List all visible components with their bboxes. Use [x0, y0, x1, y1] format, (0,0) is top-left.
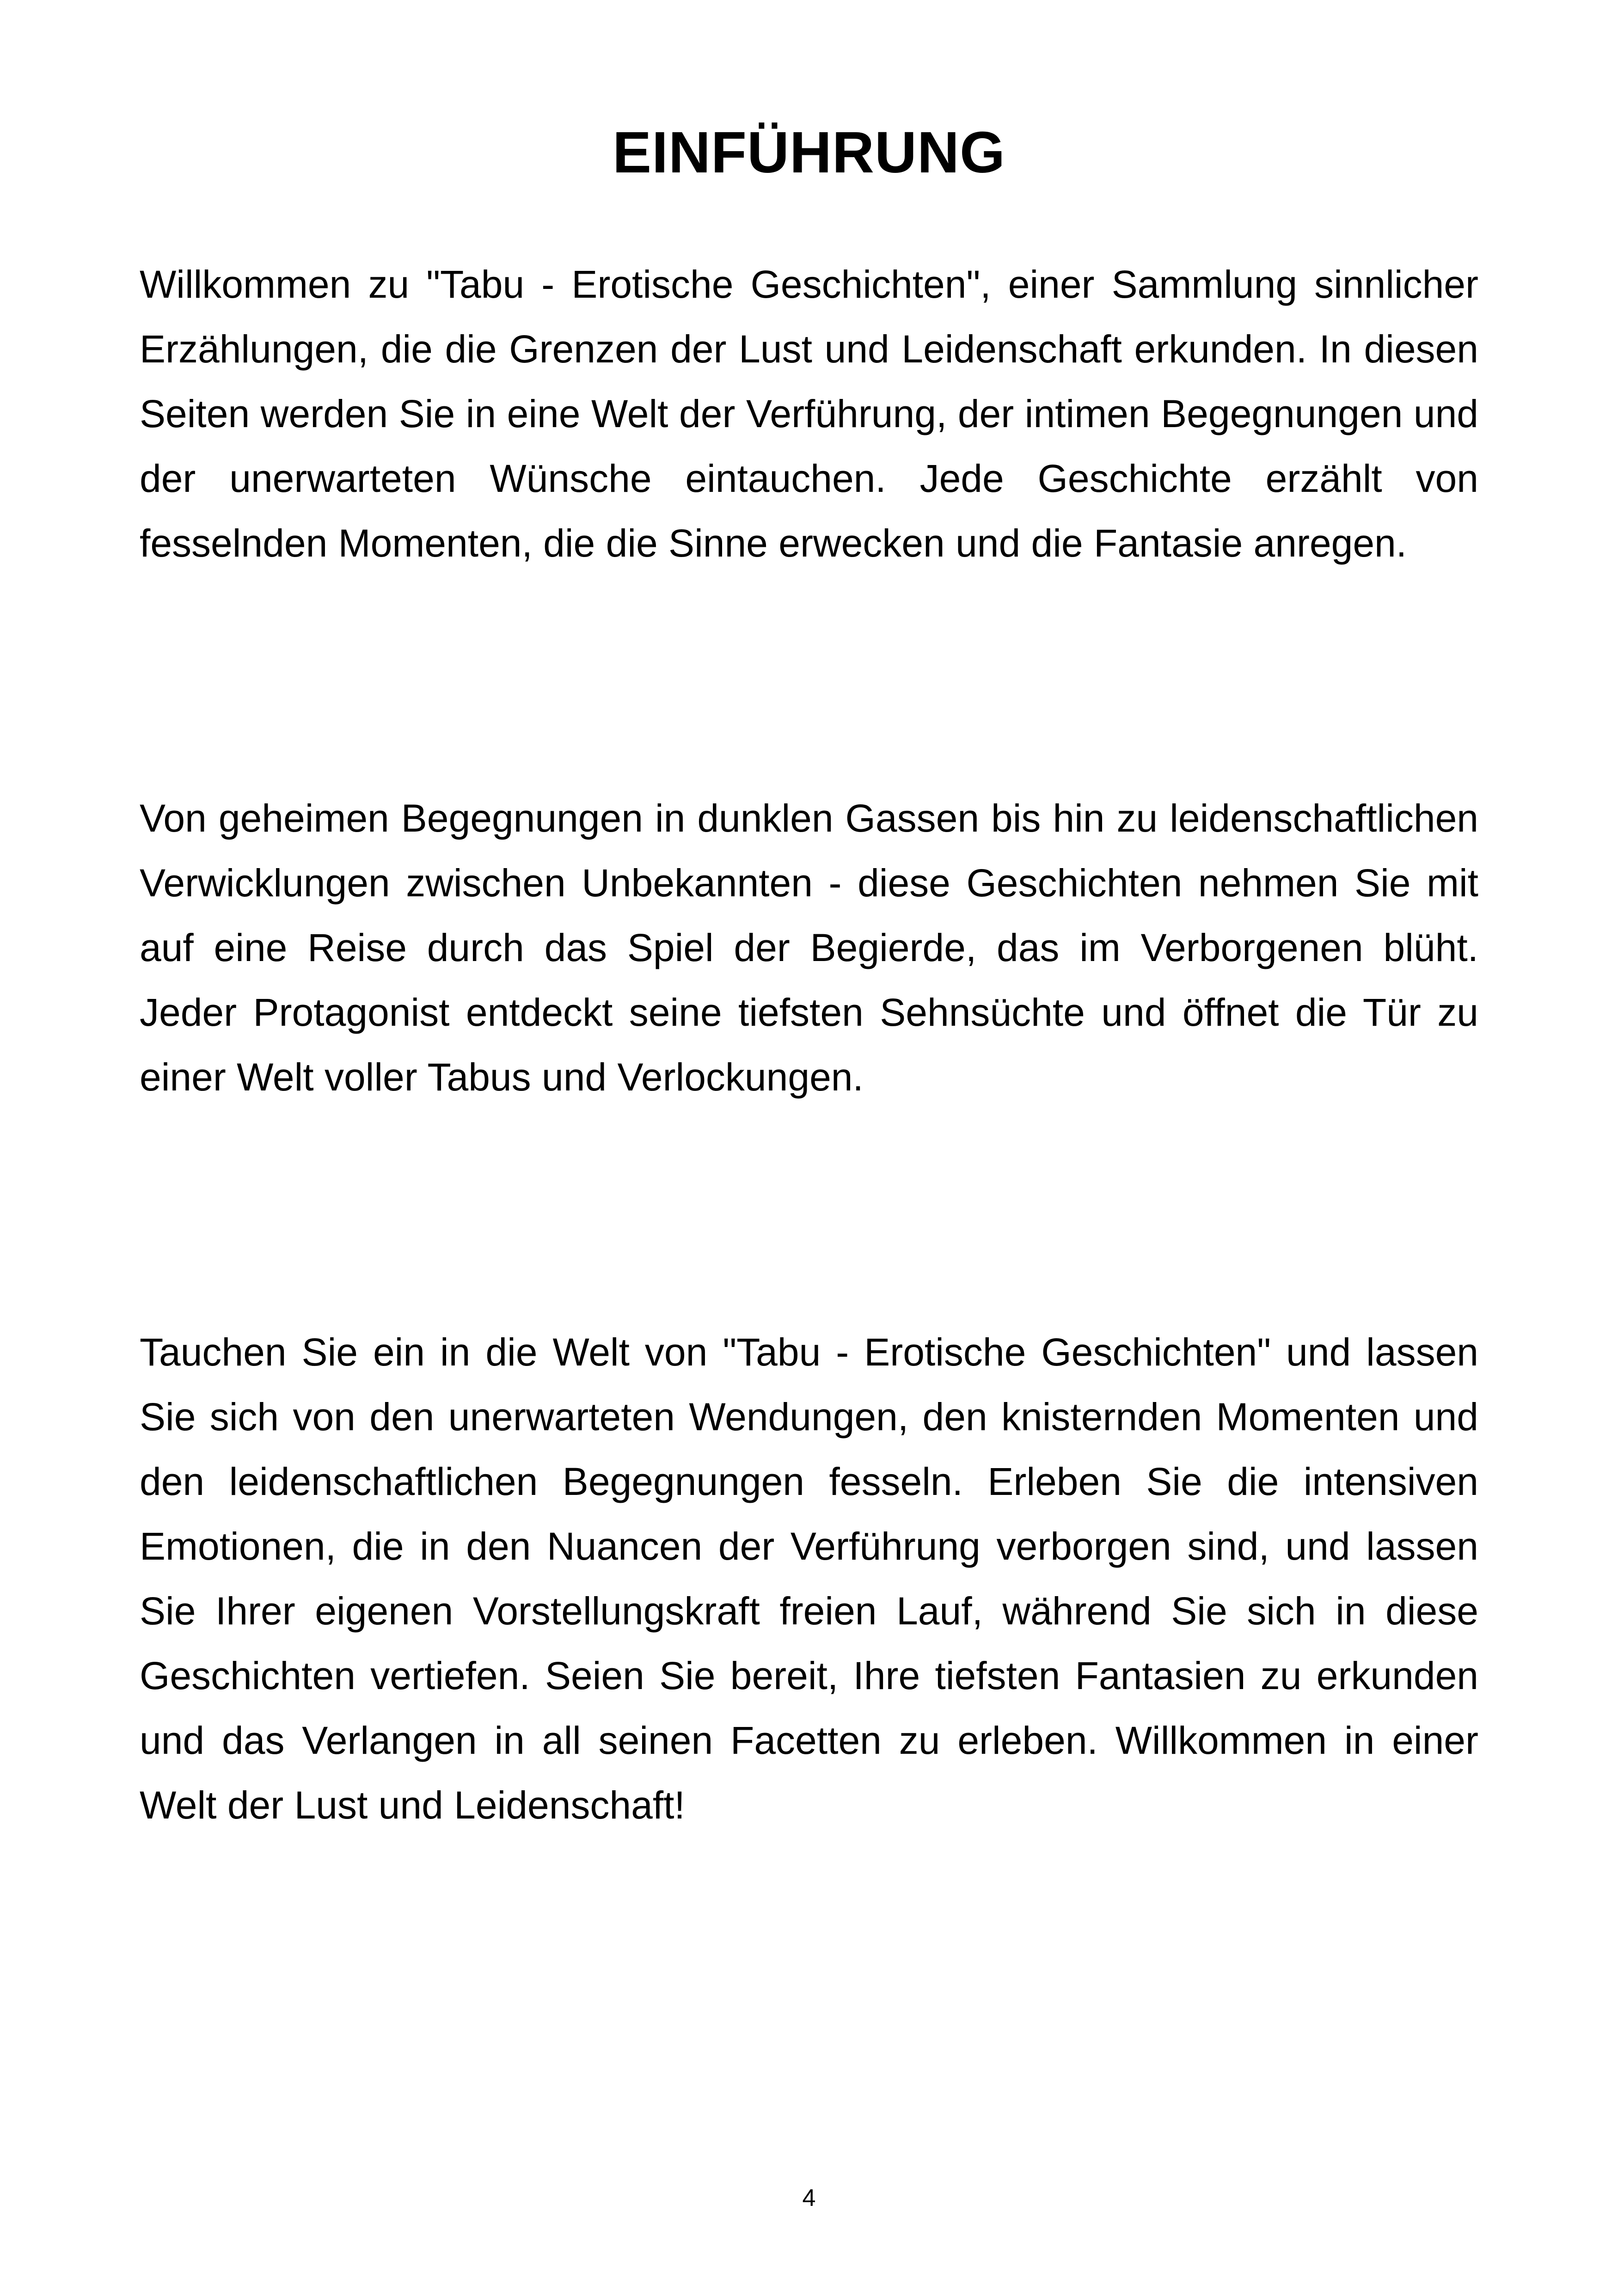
paragraph-intro: Willkommen zu "Tabu - Erotische Geschichten", einer Sammlung sinnlicher Erzählungen, die die Grenzen der Lust und Leidenschaft erkunden. In diesen Seiten werden Sie in eine Welt der Verführung, der intimen Begegnungen und der unerwarteten Wünsche eintauchen. Jede Geschichte erzählt von fesselnden Momenten, die die Sinne erwecken und die Fantasie anregen.: [140, 263, 1478, 565]
paragraph-invitation: Tauchen Sie ein in die Welt von "Tabu - Erotische Geschichten" und lassen Sie sich von den unerwarteten Wendungen, den knisternden Momenten und den leidenschaftlichen Begegnungen fesseln. Erleben Sie die intensiven Emotionen, die in den Nuancen der Verführung verborgen sind, und lassen Sie Ihrer eigenen Vorstellungskraft freien Lauf, während Sie sich in diese Geschichten vertiefen. Seien Sie bereit, Ihre tiefsten Fantasien zu erkunden und das Verlangen in all seinen Facetten zu erleben. Willkommen in einer Welt der Lust und Leidenschaft!: [140, 1330, 1478, 1827]
page-number: 4: [802, 2185, 816, 2211]
page-title: EINFÜHRUNG: [613, 120, 1005, 185]
paragraph-encounters: Von geheimen Begegnungen in dunklen Gassen bis hin zu leidenschaftlichen Verwicklungen zwischen Unbekannten - diese Geschichten nehmen Sie mit auf eine Reise durch das Spiel der Begierde, das im Verborgenen blüht. Jeder Protagonist entdeckt seine tiefsten Sehnsüchte und öffnet die Tür zu einer Welt voller Tabus und Verlockungen.: [140, 796, 1478, 1099]
